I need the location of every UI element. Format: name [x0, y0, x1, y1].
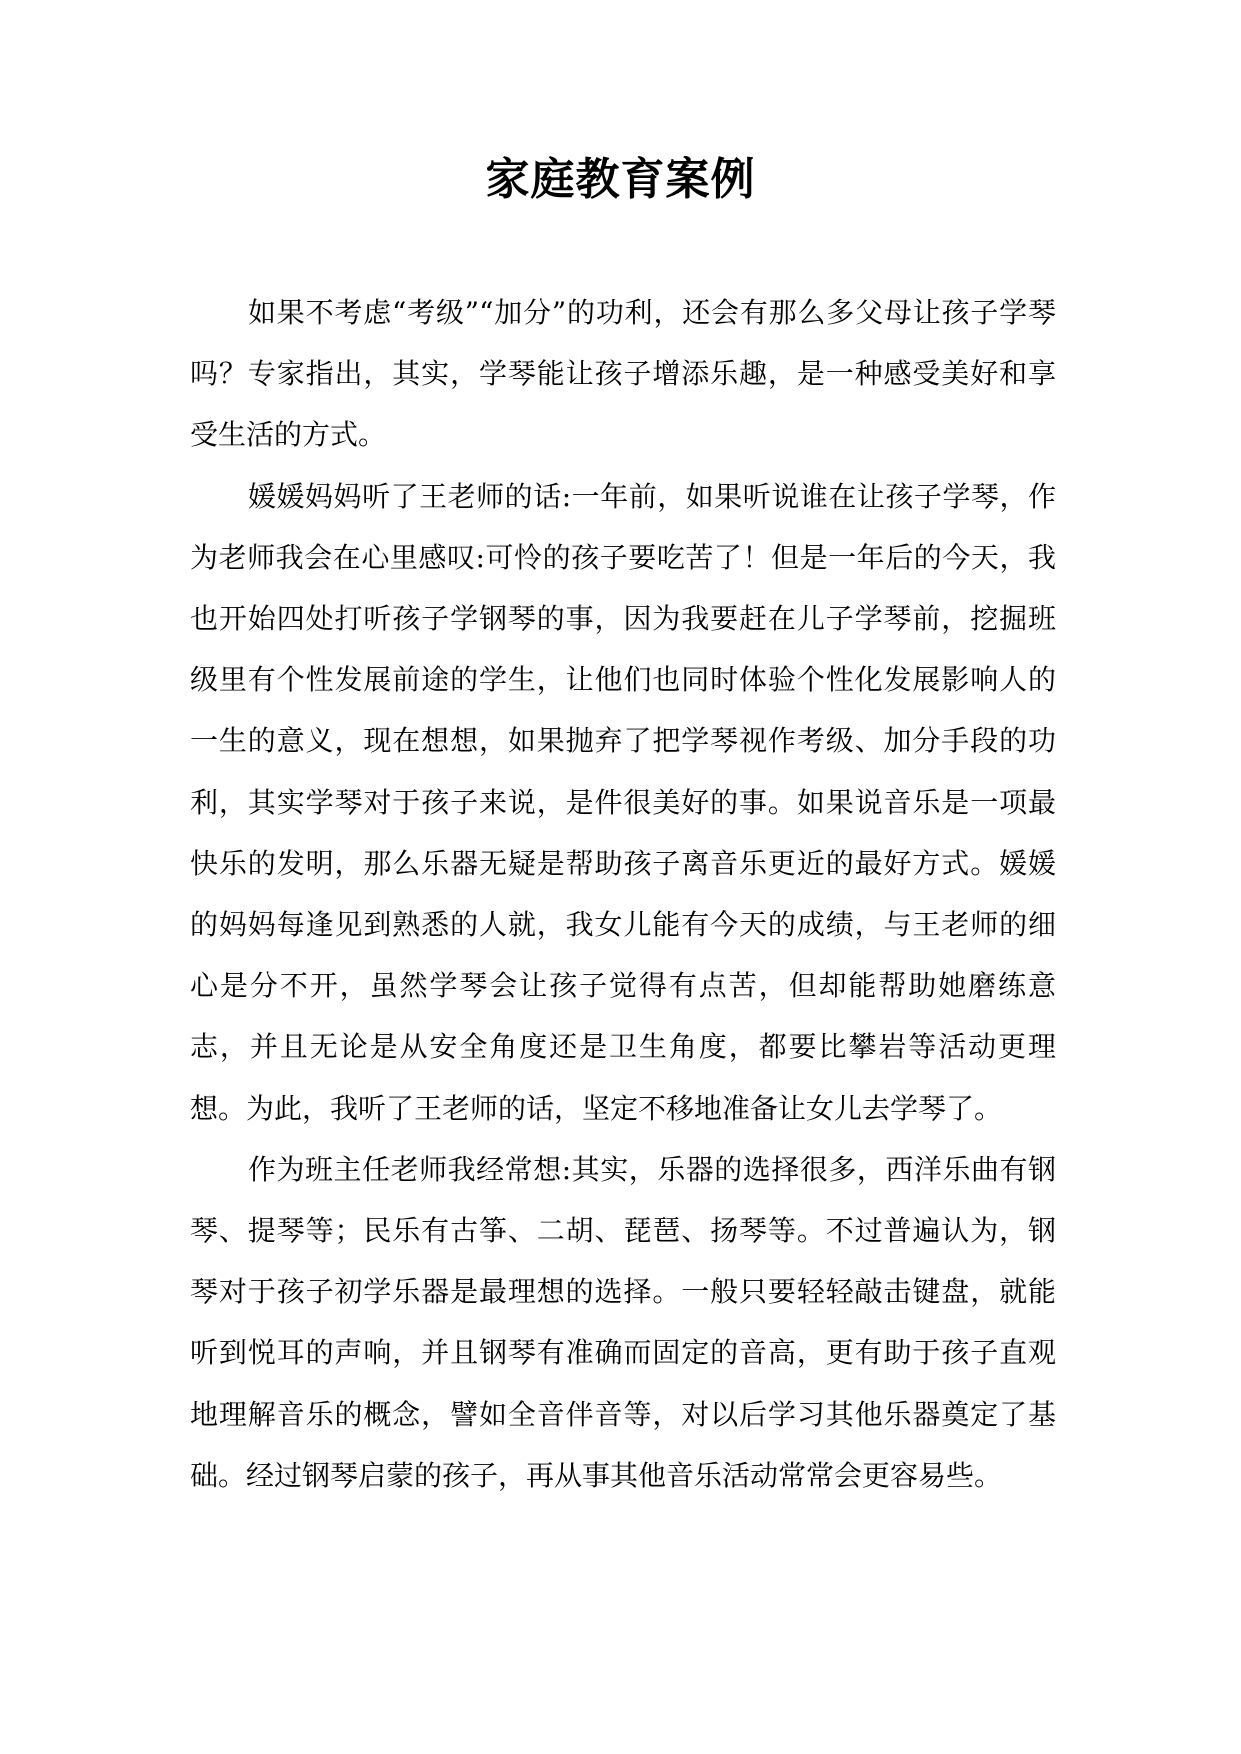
document-body: [190, 282, 1056, 1506]
paragraph-1: 如果不考虑“考级”“加分”的功利，还会有那么多父母让孩子学琴吗？专家指出，其实，学琴能让孩子增添乐趣，是一种感受美好和享受生活的方式。: [190, 296, 1056, 452]
document-title: 家庭教育案例: [485, 154, 756, 205]
paragraph-3: 作为班主任老师我经常想:其实，乐器的选择很多，西洋乐曲有钢琴、提琴等；民乐有古筝、二胡、琵琶、扬琴等。不过普遍认为，钢琴对于孩子初学乐器是最理想的选择。一般只要轻轻敲击键盘，就能听到悦耳的声响，并且钢琴有准确而固定的音高，更有助于孩子直观地理解音乐的概念，譬如全音伴音等，对以后学习其他乐器奠定了基础。经过钢琴启蒙的孩子，再从事其他音乐活动常常会更容易些。: [190, 1152, 1056, 1492]
paragraph-2: 媛媛妈妈听了王老师的话:一年前，如果听说谁在让孩子学琴，作为老师我会在心里感叹:可怜的孩子要吃苦了！但是一年后的今天，我也开始四处打听孩子学钢琴的事，因为我要赶在儿子学琴前，挖掘班级里有个性发展前途的学生，让他们也同时体验个性化发展影响人的一生的意义，现在想想，如果抛弃了把学琴视作考级、加分手段的功利，其实学琴对于孩子来说，是件很美好的事。如果说音乐是一项最快乐的发明，那么乐器无疑是帮助孩子离音乐更近的最好方式。媛媛的妈妈每逢见到熟悉的人就，我女儿能有今天的成绩，与王老师的细心是分不开，虽然学琴会让孩子觉得有点苦，但却能帮助她磨练意志，并且无论是从安全角度还是卫生角度，都要比攀岩等活动更理想。为此，我听了王老师的话，坚定不移地准备让女儿去学琴了。: [190, 479, 1056, 1125]
